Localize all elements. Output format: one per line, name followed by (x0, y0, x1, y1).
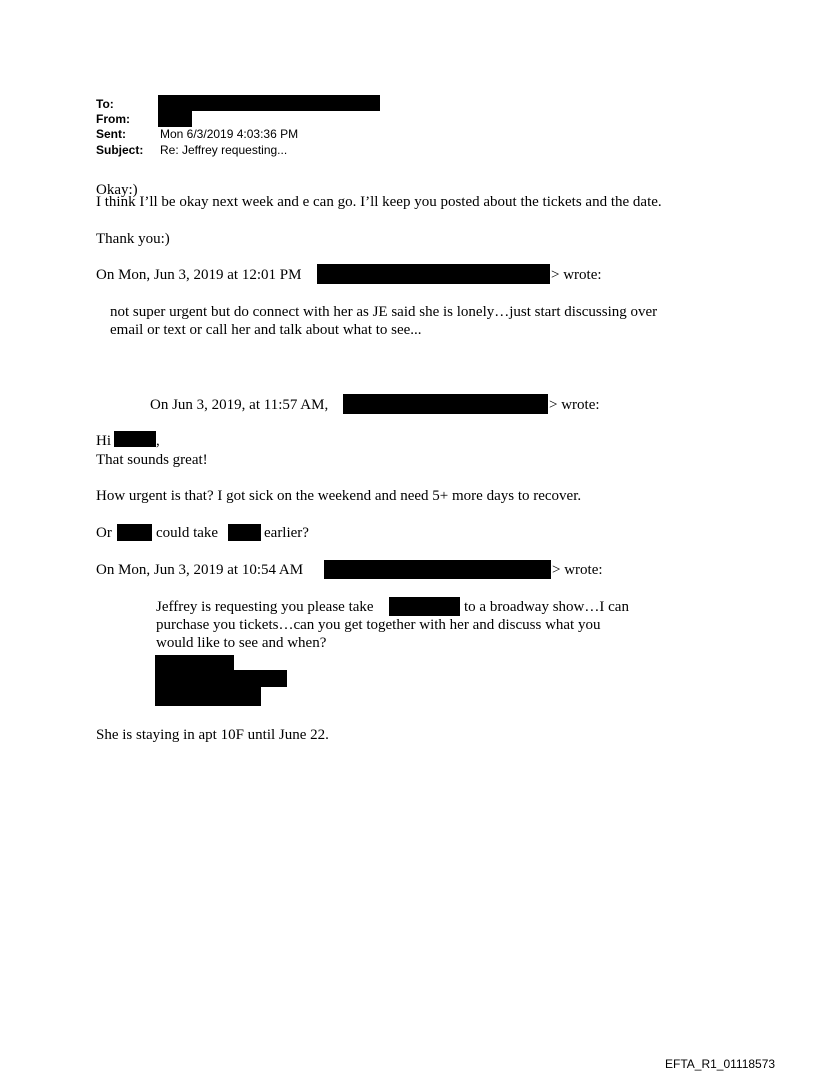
closing-line: She is staying in apt 10F until June 22. (96, 727, 329, 743)
redacted-name-2 (117, 524, 152, 541)
to-label: To: (96, 97, 114, 111)
sent-label: Sent: (96, 127, 126, 141)
redacted-name-4 (389, 597, 460, 616)
quote1-body-line-2: email or text or call her and talk about what to see... (110, 322, 422, 338)
quote3-body-line-3: would like to see and when? (156, 635, 327, 651)
quote2-attribution-prefix: On Jun 3, 2019, at 11:57 AM, (150, 397, 329, 413)
redacted-signature-3 (155, 687, 261, 706)
quote1-body-line-1: not super urgent but do connect with her as JE said she is lonely…just start discussing over (110, 304, 658, 320)
quote2-line-sounds-great: That sounds great! (96, 452, 208, 468)
redacted-name-3 (228, 524, 261, 541)
redacted-signature-2 (155, 670, 287, 687)
reply-line-okay: Okay:) (96, 182, 138, 198)
quote1-attribution-suffix: > wrote: (551, 267, 602, 283)
redacted-name-1 (114, 431, 156, 447)
quote1-attribution-prefix: On Mon, Jun 3, 2019 at 12:01 PM (96, 267, 302, 283)
quote2-line-how-urgent: How urgent is that? I got sick on the weekend and need 5+ more days to recover. (96, 488, 582, 504)
quote2-greeting-prefix: Hi (96, 433, 111, 449)
redacted-email-2 (343, 394, 548, 414)
quote3-attribution-prefix: On Mon, Jun 3, 2019 at 10:54 AM (96, 562, 304, 578)
quote2-greeting-suffix: , (156, 433, 160, 449)
redacted-sender (158, 111, 192, 127)
quote3-attribution-suffix: > wrote: (552, 562, 603, 578)
quote2-line-or: Or (96, 525, 112, 541)
from-label: From: (96, 112, 130, 126)
quote3-body-line-1a: Jeffrey is requesting you please take (156, 599, 374, 615)
quote2-line-could-take: could take (156, 525, 219, 541)
quote3-body-line-1b: to a broadway show…I can (464, 599, 629, 615)
redacted-email-3 (324, 560, 551, 579)
quote2-attribution-suffix: > wrote: (549, 397, 600, 413)
sent-value: Mon 6/3/2019 4:03:36 PM (160, 127, 299, 141)
subject-label: Subject: (96, 143, 144, 157)
quote3-body-line-2: purchase you tickets…can you get together with her and discuss what you (156, 617, 601, 633)
reply-line-thank-you: Thank you:) (96, 231, 170, 247)
reply-line-next-week: I think I’ll be okay next week and e can go. I’ll keep you posted about the tickets and the date. (96, 194, 662, 210)
redacted-signature-1 (155, 655, 234, 670)
footer-document-id: EFTA_R1_01118573 (665, 1057, 776, 1071)
redacted-recipient (158, 95, 380, 111)
redacted-email-1 (317, 264, 550, 284)
quote2-line-earlier: earlier? (264, 525, 309, 541)
subject-value: Re: Jeffrey requesting... (160, 143, 288, 157)
